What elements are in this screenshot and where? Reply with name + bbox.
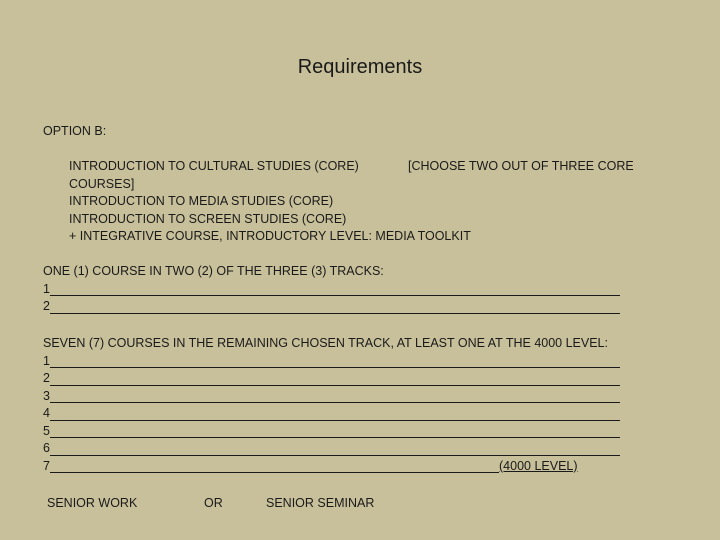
blank-rule — [50, 313, 620, 314]
blank-rule — [50, 472, 499, 473]
blank-number: 3 — [43, 388, 50, 403]
blank-rule — [50, 385, 620, 386]
blank-number: 1 — [43, 353, 50, 368]
core-line-screen: INTRODUCTION TO SCREEN STUDIES (CORE) — [69, 211, 347, 226]
remaining-blank-5 — [43, 423, 608, 441]
remaining-heading: SEVEN (7) COURSES IN THE REMAINING CHOSEN TRACK, AT LEAST ONE AT THE 4000 LEVEL: — [43, 336, 608, 350]
core-line-media: INTRODUCTION TO MEDIA STUDIES (CORE) — [69, 194, 334, 208]
page-title: Requirements — [297, 56, 423, 78]
remaining-blank-2 — [43, 370, 608, 388]
blank-number: 7 — [43, 458, 50, 473]
track-blank-2 — [43, 298, 384, 316]
senior-work-label: SENIOR WORK — [47, 496, 138, 510]
option-label: OPTION B: — [43, 124, 107, 138]
core-courses — [69, 158, 634, 246]
blank-rule — [50, 455, 620, 456]
or-label: OR — [204, 496, 223, 510]
core-line-courses: COURSES] — [69, 176, 135, 191]
blank-rule — [50, 402, 620, 403]
blank-number: 2 — [43, 299, 50, 313]
level-note: (4000 LEVEL) — [499, 458, 578, 473]
core-line-integrative: + INTEGRATIVE COURSE, INTRODUCTORY LEVEL: MEDIA TOOLKIT — [69, 229, 471, 243]
remaining-blank-1 — [43, 353, 608, 371]
track-blank-1 — [43, 281, 384, 299]
remaining-blank-4 — [43, 405, 608, 423]
remaining-blank-6 — [43, 440, 608, 458]
choose-note: [CHOOSE TWO OUT OF THREE CORE — [408, 159, 634, 173]
blank-number: 1 — [43, 281, 50, 296]
blank-number: 6 — [43, 441, 50, 455]
tracks-heading: ONE (1) COURSE IN TWO (2) OF THE THREE (3) TRACKS: — [43, 264, 384, 278]
remaining-blank-3 — [43, 388, 608, 406]
remaining-section — [43, 335, 608, 475]
senior-seminar-label: SENIOR SEMINAR — [266, 496, 375, 510]
core-line-cultural: INTRODUCTION TO CULTURAL STUDIES (CORE) — [69, 159, 359, 173]
remaining-blank-7 — [43, 458, 608, 476]
blank-rule — [50, 420, 620, 421]
blank-number: 5 — [43, 423, 50, 438]
blank-rule — [50, 437, 620, 438]
blank-number: 2 — [43, 371, 50, 385]
blank-number: 4 — [43, 406, 50, 420]
tracks-section — [43, 263, 384, 316]
blank-rule — [50, 367, 620, 368]
blank-rule — [50, 295, 620, 296]
